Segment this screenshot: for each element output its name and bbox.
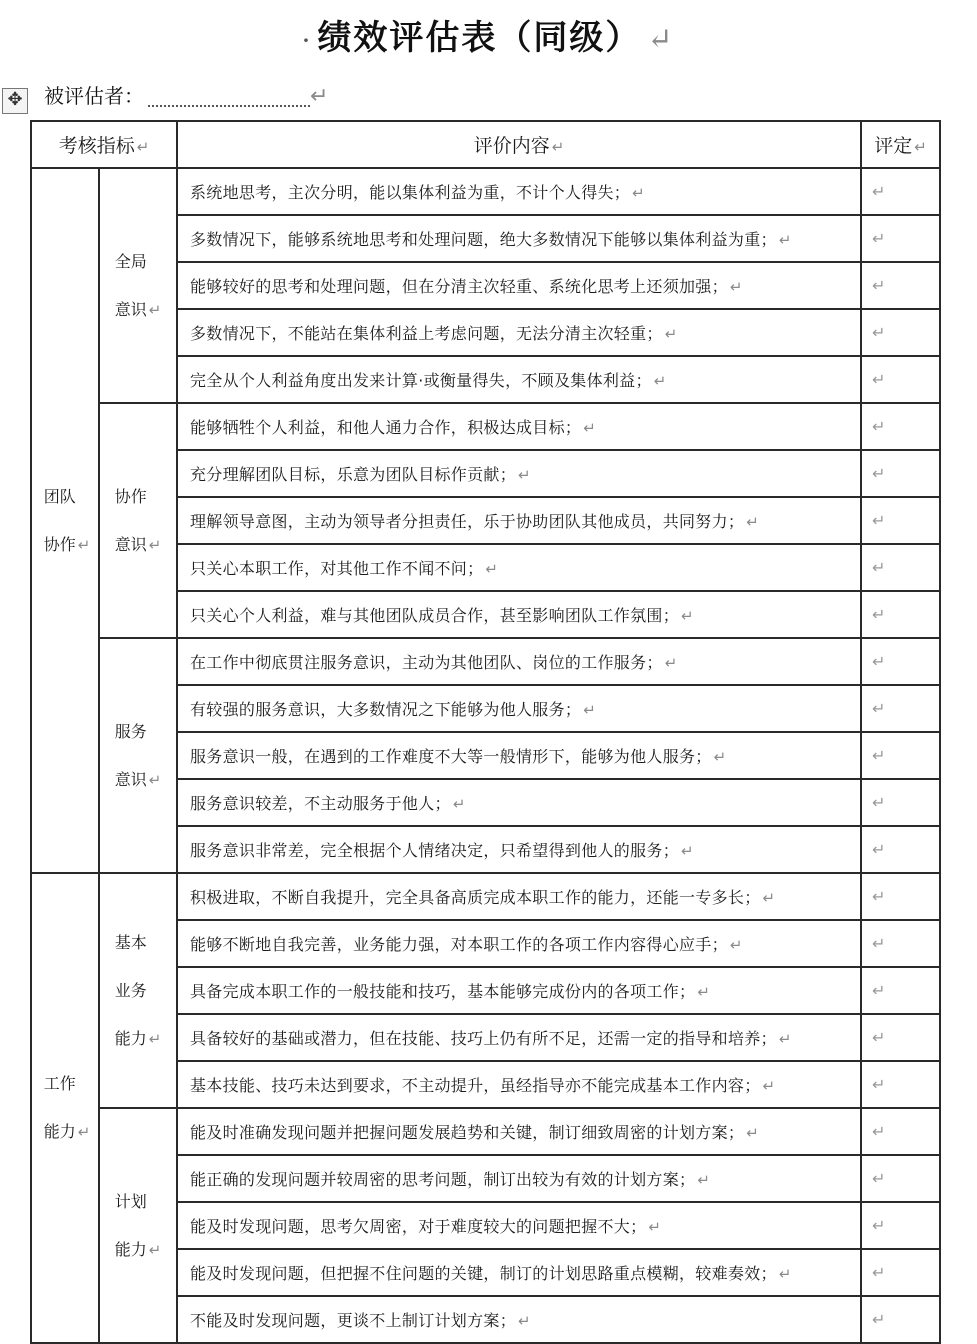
- rating-cell[interactable]: ↵: [861, 1249, 940, 1296]
- table-row: [31, 403, 940, 450]
- evaluation-table: [30, 120, 941, 1344]
- evaluatee-input-blank[interactable]: [148, 89, 310, 107]
- rating-cell[interactable]: ↵: [861, 1014, 940, 1061]
- criteria-text: 能够较好的思考和处理问题，但在分清主次轻重、系统化思考上还须加强；: [190, 277, 728, 296]
- paragraph-mark-icon: ↵: [485, 560, 499, 578]
- criteria-text-cell[interactable]: [177, 262, 861, 309]
- criteria-text-cell[interactable]: [177, 1296, 861, 1343]
- criteria-text-cell[interactable]: [177, 1108, 861, 1155]
- paragraph-mark-icon: ↵: [518, 1312, 531, 1330]
- paragraph-mark-icon: ↵: [653, 372, 667, 390]
- rating-cell[interactable]: ↵: [861, 450, 940, 497]
- criteria-text: 理解领导意图，主动为领导者分担责任，乐于协助团队其他成员，共同努力；: [190, 512, 745, 531]
- paragraph-mark-icon: ↵: [746, 513, 760, 531]
- paragraph-mark-icon: ↵: [77, 535, 91, 554]
- table-body: [31, 168, 940, 1343]
- table-row: [31, 873, 940, 920]
- criteria-text: 只关心个人利益，难与其他团队成员合作，甚至影响团队工作氛围；: [190, 606, 680, 625]
- rating-cell[interactable]: ↵: [861, 309, 940, 356]
- criteria-text-cell[interactable]: [177, 967, 861, 1014]
- criteria-text-cell[interactable]: [177, 403, 861, 450]
- paragraph-mark-icon: ↵: [681, 842, 694, 860]
- rating-cell[interactable]: ↵: [861, 685, 940, 732]
- criteria-text: 在工作中彻底贯注服务意识，主动为其他团队、岗位的工作服务；: [190, 653, 663, 672]
- criteria-text: 服务意识较差，不主动服务于他人；: [190, 794, 451, 813]
- subcategory-label: 全局 意识: [114, 251, 147, 319]
- criteria-text: 系统地思考，主次分明，能以集体利益为重，不计个人得失；: [190, 183, 631, 202]
- rating-cell[interactable]: ↵: [861, 826, 940, 873]
- table-row: [31, 168, 940, 215]
- criteria-text: 基本技能、技巧未达到要求，不主动提升，虽经指导亦不能完成基本工作内容；: [190, 1076, 761, 1095]
- criteria-text: 能及时发现问题，思考欠周密，对于难度较大的问题把握不大；: [190, 1217, 647, 1236]
- subcategory-cell: [99, 1108, 177, 1343]
- criteria-text: 多数情况下，不能站在集体利益上考虑问题，无法分清主次轻重；: [190, 324, 663, 343]
- rating-cell[interactable]: ↵: [861, 544, 940, 591]
- rating-cell[interactable]: ↵: [861, 497, 940, 544]
- subcategory-cell: [99, 168, 177, 403]
- criteria-text-cell[interactable]: [177, 544, 861, 591]
- header-rating: 评定 ↵: [861, 121, 940, 168]
- table-move-handle-icon[interactable]: ✥: [2, 88, 28, 114]
- criteria-text: 服务意识非常差，完全根据个人情绪决定，只希望得到他人的服务；: [190, 841, 680, 860]
- criteria-text-cell[interactable]: [177, 826, 861, 873]
- subcategory-label: 协作 意识: [114, 486, 147, 554]
- criteria-text-cell[interactable]: [177, 920, 861, 967]
- table-row: [31, 638, 940, 685]
- rating-cell[interactable]: ↵: [861, 356, 940, 403]
- criteria-text: 服务意识一般，在遇到的工作难度不大等一般情形下，能够为他人服务；: [190, 747, 712, 766]
- subcategory-cell: [99, 873, 177, 1108]
- criteria-text-cell[interactable]: [177, 732, 861, 779]
- paragraph-mark-icon: ↵: [77, 1123, 91, 1141]
- title-dot: ·: [302, 28, 312, 52]
- rating-cell[interactable]: ↵: [861, 168, 940, 215]
- subcategory-cell: [99, 638, 177, 873]
- rating-cell[interactable]: ↵: [861, 591, 940, 638]
- paragraph-mark-icon: ↵: [778, 1030, 792, 1048]
- criteria-text-cell[interactable]: [177, 779, 861, 826]
- rating-cell[interactable]: ↵: [861, 403, 940, 450]
- header-indicator: 考核指标 ↵: [31, 121, 177, 168]
- paragraph-mark-icon: ↵: [664, 654, 678, 672]
- paragraph-mark-icon: ↵: [697, 1171, 711, 1189]
- paragraph-mark-icon: ↵: [778, 231, 792, 249]
- criteria-text-cell[interactable]: [177, 1202, 861, 1249]
- criteria-text-cell[interactable]: [177, 450, 861, 497]
- paragraph-mark-icon: ↵: [648, 1218, 662, 1236]
- rating-cell[interactable]: ↵: [861, 215, 940, 262]
- criteria-text-cell[interactable]: [177, 638, 861, 685]
- paragraph-mark-icon: ↵: [697, 983, 711, 1001]
- paragraph-mark-icon: ↵: [647, 22, 675, 57]
- subcategory-cell: [99, 403, 177, 638]
- paragraph-mark-icon: ↵: [729, 936, 743, 954]
- paragraph-mark-icon: ↵: [713, 748, 727, 766]
- category-label: 工作 能力: [43, 1074, 76, 1141]
- category-cell: [31, 168, 99, 873]
- evaluatee-line: [44, 80, 328, 109]
- criteria-text-cell[interactable]: [177, 497, 861, 544]
- criteria-text-cell[interactable]: [177, 1155, 861, 1202]
- paragraph-mark-icon: ↵: [664, 325, 678, 343]
- criteria-text-cell[interactable]: [177, 873, 861, 920]
- rating-cell[interactable]: ↵: [861, 873, 940, 920]
- criteria-text-cell[interactable]: [177, 1061, 861, 1108]
- rating-cell[interactable]: ↵: [861, 1061, 940, 1108]
- criteria-text: 能够牺牲个人利益，和他人通力合作，积极达成目标；: [190, 418, 582, 437]
- rating-cell[interactable]: ↵: [861, 1108, 940, 1155]
- criteria-text-cell[interactable]: [177, 591, 861, 638]
- criteria-text: 能及时发现问题，但把握不住问题的关键，制订的计划思路重点模糊，较难奏效；: [190, 1264, 777, 1283]
- criteria-text-cell[interactable]: [177, 168, 861, 215]
- paragraph-mark-icon: ↵: [148, 1029, 162, 1048]
- category-label: 团队 协作: [43, 486, 76, 554]
- rating-cell[interactable]: ↵: [861, 920, 940, 967]
- criteria-text-cell[interactable]: [177, 685, 861, 732]
- criteria-text: 积极进取，不断自我提升，完全具备高质完成本职工作的能力，还能一专多长；: [190, 888, 761, 907]
- criteria-text: 充分理解团队目标，乐意为团队目标作贡献；: [190, 465, 517, 484]
- criteria-text: 具备完成本职工作的一般技能和技巧，基本能够完成份内的各项工作；: [190, 982, 696, 1001]
- criteria-text: 有较强的服务意识，大多数情况之下能够为他人服务；: [190, 700, 582, 719]
- criteria-text: 只关心本职工作，对其他工作不闻不问；: [190, 559, 484, 578]
- rating-cell[interactable]: ↵: [861, 779, 940, 826]
- criteria-text: 能及时准确发现问题并把握问题发展趋势和关键，制订细致周密的计划方案；: [190, 1123, 745, 1142]
- header-content: 评价内容 ↵: [177, 121, 861, 168]
- criteria-text-cell[interactable]: [177, 356, 861, 403]
- criteria-text-cell[interactable]: [177, 309, 861, 356]
- paragraph-mark-icon: ↵: [583, 419, 597, 437]
- criteria-text: 不能及时发现问题，更谈不上制订计划方案；: [190, 1311, 517, 1330]
- criteria-text: 能够不断地自我完善，业务能力强，对本职工作的各项工作内容得心应手；: [190, 935, 728, 954]
- rating-cell[interactable]: ↵: [861, 967, 940, 1014]
- paragraph-mark-icon: ↵: [310, 84, 329, 109]
- paragraph-mark-icon: ↵: [148, 1240, 162, 1259]
- subcategory-label: 计划 能力: [114, 1191, 147, 1259]
- paragraph-mark-icon: ↵: [632, 184, 645, 202]
- rating-cell[interactable]: ↵: [861, 1296, 940, 1343]
- criteria-text: 具备较好的基础或潜力，但在技能、技巧上仍有所不足，还需一定的指导和培养；: [190, 1029, 777, 1048]
- subcategory-label: 服务 意识: [114, 721, 147, 789]
- paragraph-mark-icon: ↵: [452, 795, 466, 813]
- criteria-text-cell[interactable]: [177, 1249, 861, 1296]
- paragraph-mark-icon: ↵: [148, 300, 162, 319]
- criteria-text-cell[interactable]: [177, 215, 861, 262]
- rating-cell[interactable]: ↵: [861, 1155, 940, 1202]
- table-row: [31, 1108, 940, 1155]
- paragraph-mark-icon: ↵: [729, 278, 743, 296]
- paragraph-mark-icon: ↵: [778, 1265, 792, 1283]
- rating-cell[interactable]: ↵: [861, 732, 940, 779]
- paragraph-mark-icon: ↵: [746, 1124, 760, 1142]
- paragraph-mark-icon: ↵: [518, 466, 531, 484]
- paragraph-mark-icon: ↵: [681, 607, 694, 625]
- page-title: [0, 10, 977, 59]
- rating-cell[interactable]: ↵: [861, 262, 940, 309]
- paragraph-mark-icon: ↵: [148, 770, 162, 789]
- title-text: 绩效评估表（同级）: [317, 18, 642, 58]
- criteria-text-cell[interactable]: [177, 1014, 861, 1061]
- criteria-text: 能正确的发现问题并较周密的思考问题，制订出较为有效的计划方案；: [190, 1170, 696, 1189]
- table-header-row: [31, 121, 940, 168]
- criteria-text: 完全从个人利益角度出发来计算·或衡量得失，不顾及集体利益；: [190, 371, 652, 390]
- criteria-text: 多数情况下，能够系统地思考和处理问题，绝大多数情况下能够以集体利益为重；: [190, 230, 777, 249]
- subcategory-label: 基本 业务 能力: [114, 932, 147, 1048]
- rating-cell[interactable]: ↵: [861, 1202, 940, 1249]
- evaluatee-label: 被评估者：: [44, 84, 144, 108]
- paragraph-mark-icon: ↵: [583, 701, 597, 719]
- paragraph-mark-icon: ↵: [148, 535, 162, 554]
- paragraph-mark-icon: ↵: [762, 1077, 776, 1095]
- rating-cell[interactable]: ↵: [861, 638, 940, 685]
- paragraph-mark-icon: ↵: [762, 889, 776, 907]
- category-cell: [31, 873, 99, 1343]
